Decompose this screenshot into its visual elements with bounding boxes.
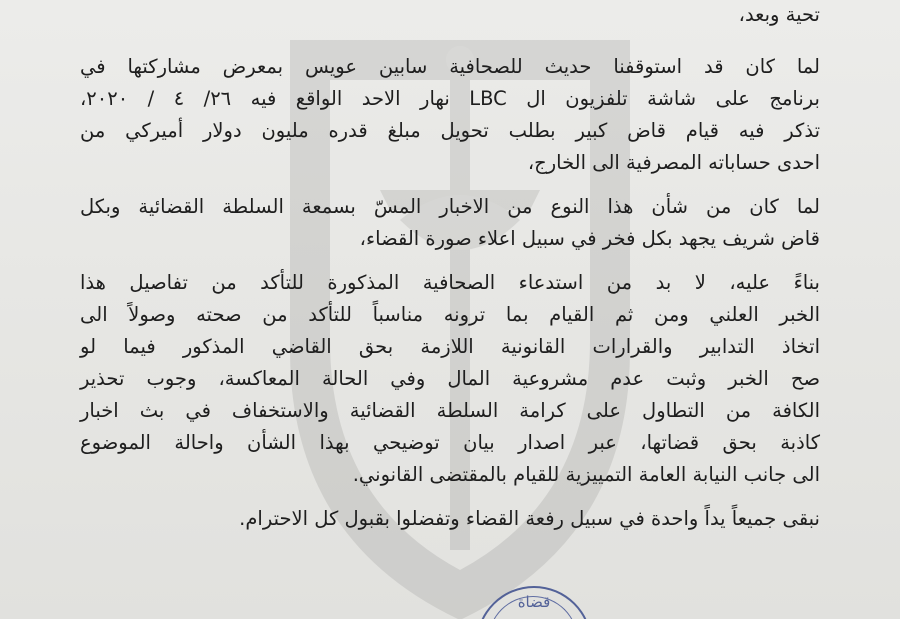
paragraph-line: احدى حساباته المصرفية الى الخارج،	[527, 151, 820, 174]
paragraph-2	[80, 191, 820, 255]
paragraph-line: كاذبة بحق قضاتها، عبر اصدار بيان توضيحي بهذا الشأن واحالة الموضوع	[80, 431, 820, 454]
paragraph-line: الكافة من التطاول على كرامة السلطة القضائية والاستخفاف في بث اخبار	[80, 399, 820, 422]
paragraph-line: صح الخبر وثبت عدم مشروعية المال وفي الحالة المعاكسة، وجوب تحذير	[80, 367, 820, 390]
paragraph-line: لما كان قد استوقفنا حديث للصحافية سابين عويس بمعرض مشاركتها في	[80, 55, 820, 78]
closing-line	[80, 503, 820, 535]
paragraph-line: قاض شريف يجهد بكل فخر في سبيل اعلاء صورة القضاء،	[359, 227, 820, 250]
paragraph-3	[80, 267, 820, 491]
letter-body	[80, 0, 820, 535]
paragraph-line: برنامج على شاشة تلفزيون ال LBC نهار الاحد الواقع فيه ٢٦/ ٤ / ٢٠٢٠،	[80, 87, 820, 110]
paragraph-line: بناءً عليه، لا بد من استدعاء الصحافية المذكورة للتأكد من تفاصيل هذا	[80, 271, 820, 294]
stamp-inner-ring	[488, 596, 578, 619]
paragraph-line: تذكر فيه قيام قاض كبير بطلب تحويل مبلغ قدره مليون دولار أميركي من	[80, 119, 820, 142]
paragraph-1	[80, 51, 820, 179]
paragraph-line: الى جانب النيابة العامة التمييزية للقيام بالمقتضى القانوني.	[352, 463, 820, 486]
paragraph-line: لما كان من شأن هذا النوع من الاخبار المسّ بسمعة السلطة القضائية وبكل	[80, 195, 820, 218]
closing-text: نبقى جميعاً يداً واحدة في سبيل رفعة القضاء وتفضلوا بقبول كل الاحترام.	[239, 507, 820, 530]
paragraph-line: الخبر العلني ومن ثم القيام بما ترونه مناسباً للتأكد من صحته وصولاً الى	[80, 303, 820, 326]
paragraph-line: اتخاذ التدابير والقرارات القانونية اللازمة بحق القاضي المذكور فيما لو	[80, 335, 820, 358]
stamp-text: قضاة	[517, 593, 551, 611]
greeting: تحية وبعد،	[738, 3, 820, 26]
